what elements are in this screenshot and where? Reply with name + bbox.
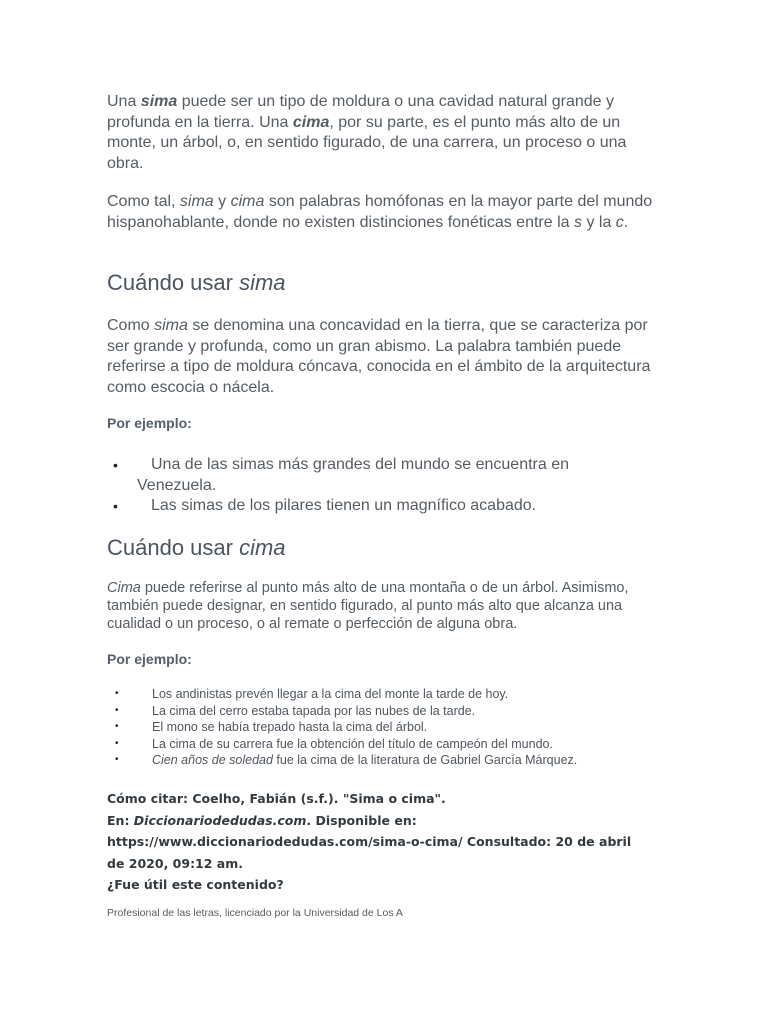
intro-paragraph-2: Como tal, sima y cima son palabras homófonas en la mayor parte del mundo hispanohablante, donde no existen distinciones fonéticas entre la s y la c.	[107, 193, 653, 231]
citation-line: Cómo citar: Coelho, Fabián (s.f.). "Sima o cima".	[107, 791, 446, 806]
example-label-cima: Por ejemplo:	[107, 651, 192, 667]
bullet-icon: •	[115, 704, 119, 716]
citation-block	[107, 788, 647, 896]
bullet-icon: •	[115, 721, 119, 733]
bullet-icon: •	[115, 737, 119, 749]
bullet-icon: •	[115, 754, 119, 766]
list-item: • Una de las simas más grandes del mundo se encuentra en Venezuela.	[113, 456, 570, 494]
bullet-icon: •	[113, 457, 118, 473]
list-item: • El mono se había trepado hasta la cima del árbol.	[115, 720, 428, 735]
cima-paragraph: Cima puede referirse al punto más alto de una montaña o de un árbol. Asimismo, también puede designar, en sentido figurado, al punto más alto que alcanza una cualidad o un proceso, o al remate o perfección de alguna obra.	[107, 580, 629, 632]
heading-cuando-usar-sima: Cuándo usar sima	[107, 270, 286, 295]
term-sima: sima	[140, 93, 178, 110]
citation-source-line: En: Diccionariodedudas.com. Disponible en:	[107, 812, 417, 828]
list-item: • Cien años de soledad fue la cima de la literatura de Gabriel García Márquez.	[115, 753, 578, 768]
author-bio: Profesional de las letras, licenciado por la Universidad de Los A	[107, 907, 403, 919]
list-item: • Las simas de los pilares tienen un magnífico acabado.	[107, 496, 627, 517]
heading-cuando-usar-cima: Cuándo usar cima	[107, 535, 286, 560]
term-cima: cima	[292, 113, 330, 131]
example-label-sima: Por ejemplo:	[107, 415, 192, 431]
intro-paragraph-1: Una sima puede ser un tipo de moldura o una cavidad natural grande y profunda en la tierra. Una cima, por su parte, es el punto más alto de un monte, un árbol, o, en sentido figurado, de una carrera, un proceso o una obra.	[107, 93, 627, 172]
bullet-icon: •	[115, 688, 119, 699]
list-item: • La cima del cerro estaba tapada por las nubes de la tarde.	[115, 703, 476, 718]
list-item: • La cima de su carrera fue la obtención del título de campeón del mundo.	[115, 736, 553, 751]
source-site-link[interactable]: Diccionariodedudas.com	[133, 812, 307, 828]
list-item: • Los andinistas prevén llegar a la cima del monte la tarde de hoy.	[115, 687, 509, 701]
sima-paragraph: Como sima se denomina una concavidad en la tierra, que se caracteriza por ser grande y profunda, como un gran abismo. La palabra también puede referirse a tipo de moldura cóncava, conocida en el ámbito de la arquitectura como escocia o nácela.	[107, 317, 651, 396]
bullet-icon: •	[113, 498, 118, 514]
cima-examples-list	[107, 686, 667, 769]
feedback-question: ¿Fue útil este contenido?	[107, 877, 284, 892]
citation-url-line: https://www.diccionariodedudas.com/sima-o-cima/ Consultado: 20 de abril de 2020, 09:12 am.	[107, 834, 632, 871]
sima-examples-list	[107, 455, 627, 517]
